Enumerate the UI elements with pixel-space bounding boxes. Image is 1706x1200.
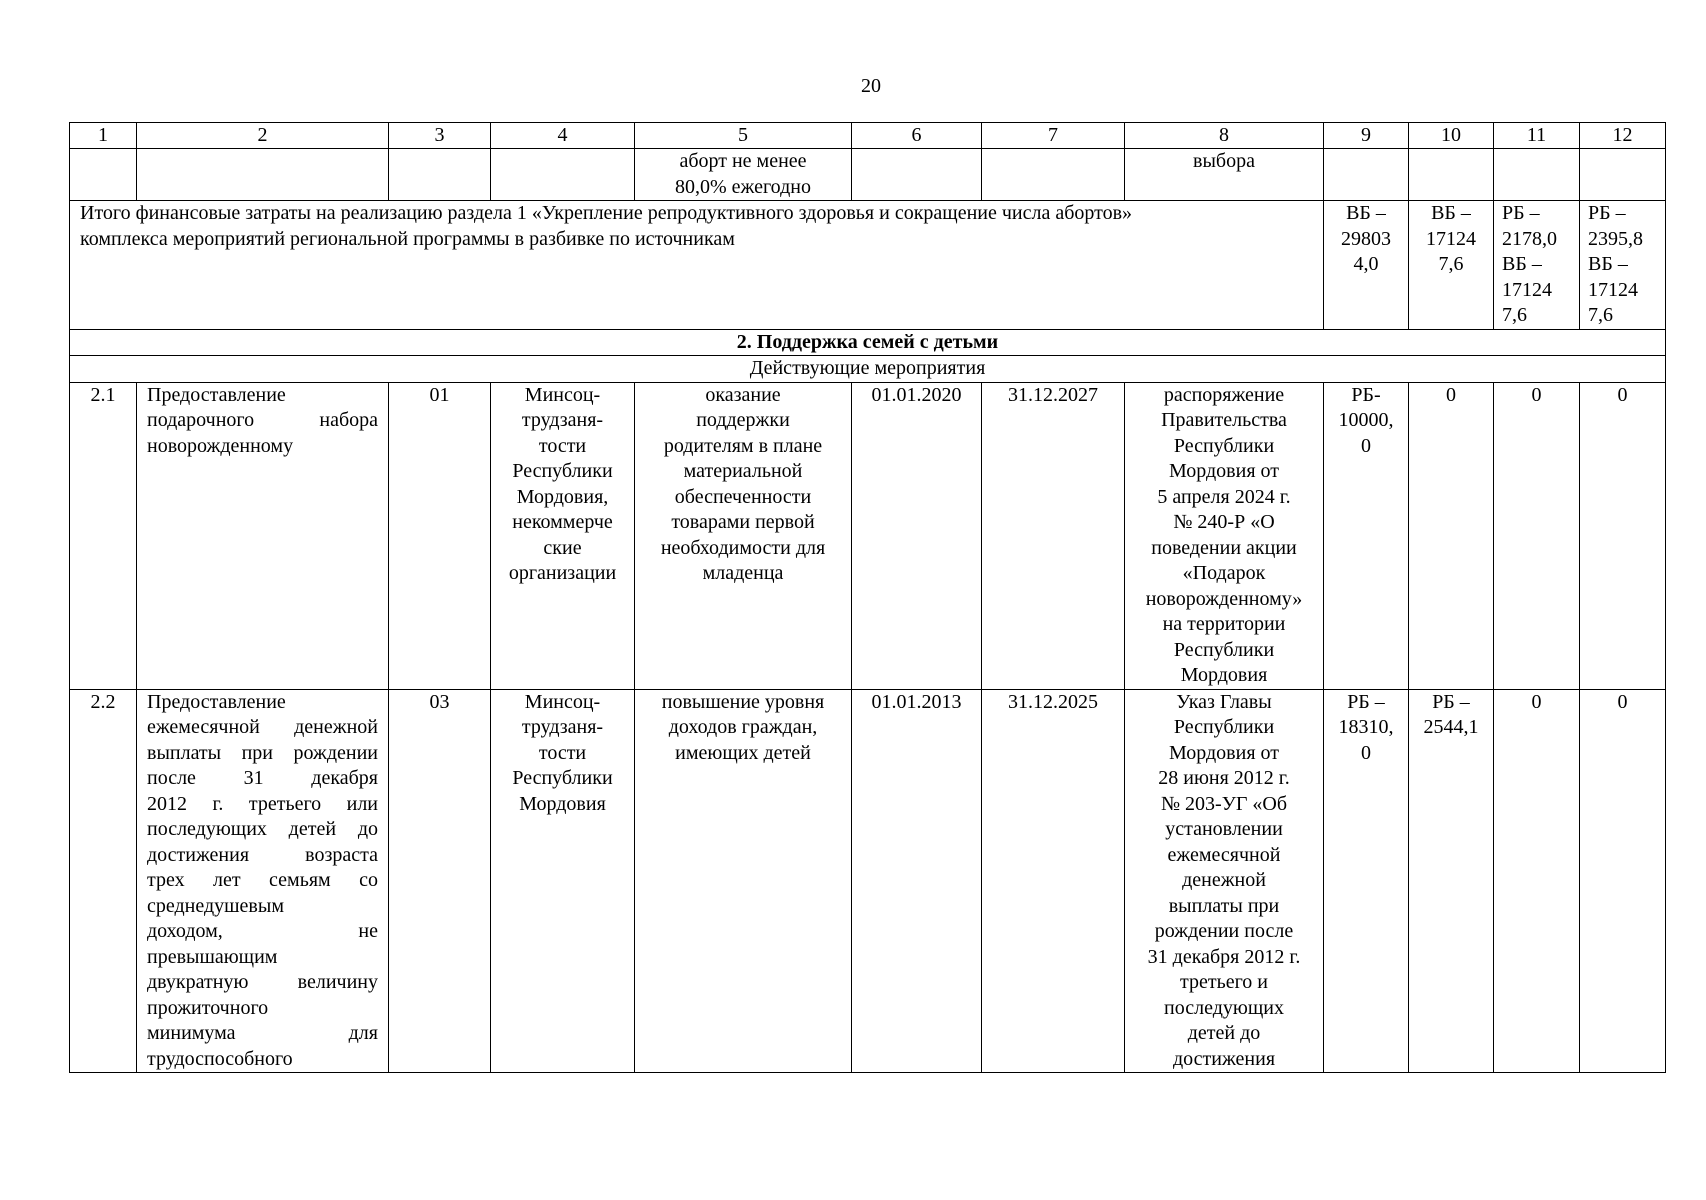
text-line: на территории (1162, 613, 1286, 635)
text-line: 0 (1617, 690, 1628, 713)
total-col9 (1324, 201, 1409, 330)
text-line: новорожденному (147, 434, 294, 457)
text-line: Мордовия от (1168, 741, 1280, 764)
text-line: рождении после (1154, 920, 1294, 942)
row-col10 (1409, 382, 1494, 689)
text-line: 0 (1531, 690, 1542, 713)
text-line: 7,6 (1502, 304, 1527, 326)
text-line: достижения возраста (147, 843, 378, 866)
text-line: родителям в плане (663, 434, 823, 457)
cont-result (635, 149, 852, 201)
text-line: распоряжение (1163, 383, 1285, 406)
text-line: 28 июня 2012 г. (1158, 767, 1290, 789)
text-line: Республики (1173, 434, 1275, 457)
row-col11 (1494, 382, 1580, 689)
text-line: денежной (1182, 869, 1266, 891)
text-line: Мордовия от (1168, 460, 1280, 482)
column-number: 12 (1580, 123, 1666, 149)
column-number: 6 (852, 123, 982, 149)
text-line: Мордовия (519, 792, 606, 815)
row-document (1125, 382, 1324, 689)
column-number: 11 (1494, 123, 1580, 149)
text-line: выплаты при (1168, 894, 1280, 917)
row-col10 (1409, 689, 1494, 1073)
row-executor (491, 689, 635, 1073)
text-line: Республики (512, 767, 613, 789)
page-number: 20 (861, 75, 881, 97)
text-line: тости (538, 741, 587, 764)
row-number: 2.1 (70, 382, 137, 689)
text-line: тости (538, 434, 587, 457)
text-line: ВБ – (1502, 253, 1542, 275)
row-col11 (1494, 689, 1580, 1073)
text-line: Минсоц- (524, 690, 601, 713)
column-number: 8 (1125, 123, 1324, 149)
text-line: поддержки (696, 409, 790, 431)
text-line: новорожденному» (1145, 587, 1303, 610)
text-line: младенца (702, 562, 784, 584)
text-line: товарами первой (671, 511, 815, 533)
row-end-date: 31.12.2027 (982, 382, 1125, 689)
row-document (1125, 689, 1324, 1073)
text-line: 0 (1617, 383, 1628, 406)
text-line: среднедушевым (147, 894, 284, 917)
cont-document (1125, 149, 1324, 201)
text-line: выбора (1193, 150, 1255, 172)
text-line: 7,6 (1438, 253, 1464, 275)
table-row (70, 689, 1666, 1073)
text-line: 0 (1361, 741, 1371, 764)
text-line: Итого финансовые затраты на реализацию раздела 1 «Укрепление репродуктивного здоровья и сокращение числа абортов» (80, 202, 1133, 224)
text-line: превышающим (147, 945, 278, 968)
text-line: ВБ – (1431, 202, 1471, 224)
text-line: 17124 (1588, 278, 1638, 301)
text-line: обеспеченности (674, 485, 812, 508)
column-number: 9 (1324, 123, 1409, 149)
text-line: РБ – (1502, 202, 1540, 224)
total-text (70, 201, 1324, 330)
text-line: последующих детей до (147, 818, 378, 840)
text-line: 0 (1446, 383, 1456, 406)
row-executor (491, 382, 635, 689)
total-col12 (1580, 201, 1666, 330)
text-line: ВБ – (1346, 202, 1386, 224)
row-name (137, 689, 389, 1073)
column-number: 3 (389, 123, 491, 149)
text-line: Минсоц- (524, 383, 601, 406)
column-number-row (70, 123, 1666, 149)
text-line: ежемесячной (1167, 843, 1281, 866)
text-line: 17124 (1426, 227, 1476, 250)
text-line: «Подарок (1182, 562, 1266, 584)
row-col9 (1324, 382, 1409, 689)
text-line: после 31 декабря (147, 767, 378, 789)
text-line: имеющих детей (675, 741, 811, 764)
continuation-row (70, 149, 1666, 201)
text-line: 31 декабря 2012 г. (1147, 945, 1301, 968)
text-line: РБ- (1351, 383, 1381, 406)
text-line: Республики (512, 460, 613, 482)
column-number: 5 (635, 123, 852, 149)
text-line: материальной (683, 460, 803, 482)
table-row (70, 382, 1666, 689)
row-col12 (1580, 382, 1666, 689)
text-line: доходов граждан, (668, 716, 818, 738)
section-title: 2. Поддержка семей с детьми (70, 329, 1666, 356)
text-line: третьего и (1179, 971, 1268, 993)
text-line: Предоставление (147, 383, 286, 406)
text-line: минимума для (147, 1022, 378, 1044)
subsection-title: Действующие мероприятия (70, 356, 1666, 383)
text-line: Мордовия, (516, 485, 609, 508)
text-line: Республики (1173, 638, 1275, 661)
row-end-date: 31.12.2025 (982, 689, 1125, 1073)
text-line: ские (543, 536, 582, 559)
subsection-row (70, 356, 1666, 383)
text-line: РБ – (1588, 202, 1626, 224)
row-name (137, 382, 389, 689)
text-line: 17124 (1502, 278, 1552, 301)
text-line: оказание (705, 383, 781, 406)
text-line: Указ Главы (1176, 690, 1272, 713)
text-line: Предоставление (147, 690, 286, 713)
total-col10 (1409, 201, 1494, 330)
row-start-date: 01.01.2013 (852, 689, 982, 1073)
text-line: 10000, (1338, 409, 1394, 431)
column-number: 4 (491, 123, 635, 149)
column-number: 2 (137, 123, 389, 149)
text-line: 7,6 (1588, 304, 1613, 326)
text-line: Мордовия (1180, 664, 1268, 686)
text-line: выплаты при рождении (147, 741, 378, 764)
text-line: прожиточного (147, 996, 269, 1019)
section-row (70, 329, 1666, 356)
row-col9 (1324, 689, 1409, 1073)
text-line: трудзаня- (521, 716, 604, 738)
text-line: Республики (1173, 716, 1275, 738)
text-line: поведении акции (1151, 536, 1297, 559)
total-row (70, 201, 1666, 330)
text-line: комплекса мероприятий региональной программы в разбивке по источникам (80, 227, 735, 250)
total-col11 (1494, 201, 1580, 330)
text-line: двукратную величину (147, 971, 378, 993)
text-line: 2395,8 (1588, 227, 1643, 250)
text-line: 2178,0 (1502, 227, 1557, 250)
text-line: необходимости для (660, 536, 826, 559)
text-line: некоммерче (512, 511, 613, 533)
row-result (635, 382, 852, 689)
program-table (69, 122, 1666, 1073)
text-line: Правительства (1161, 409, 1287, 431)
row-col12 (1580, 689, 1666, 1073)
text-line: 2544,1 (1423, 716, 1479, 738)
text-line: повышение уровня (661, 690, 825, 713)
text-line: РБ – (1347, 690, 1385, 713)
text-line: 4,0 (1353, 253, 1379, 275)
row-code: 03 (389, 689, 491, 1073)
text-line: 80,0% ежегодно (675, 175, 811, 198)
row-result (635, 689, 852, 1073)
text-line: 29803 (1341, 227, 1391, 250)
row-code: 01 (389, 382, 491, 689)
text-line: последующих (1164, 996, 1284, 1019)
text-line: 5 апреля 2024 г. (1157, 485, 1291, 508)
row-start-date: 01.01.2020 (852, 382, 982, 689)
column-number: 1 (70, 123, 137, 149)
text-line: ежемесячной денежной (147, 716, 378, 738)
text-line: организации (508, 562, 617, 584)
text-line: РБ – (1432, 690, 1470, 713)
column-number: 10 (1409, 123, 1494, 149)
text-line: № 203-УГ «Об (1160, 792, 1288, 815)
text-line: доходом, не (147, 920, 378, 942)
text-line: 0 (1531, 383, 1542, 406)
text-line: 2012 г. третьего или (147, 792, 378, 815)
text-line: трех лет семьям со (147, 869, 378, 891)
text-line: трудзаня- (521, 409, 604, 431)
text-line: достижения (1172, 1047, 1276, 1070)
text-line: трудоспособного (147, 1047, 293, 1070)
text-line: детей до (1187, 1022, 1261, 1044)
text-line: 18310, (1338, 716, 1394, 738)
text-line: 0 (1361, 434, 1371, 457)
text-line: подарочного набора (147, 409, 378, 431)
text-line: установлении (1165, 818, 1283, 840)
column-number: 7 (982, 123, 1125, 149)
text-line: № 240-Р «О (1173, 511, 1275, 533)
text-line: ВБ – (1588, 253, 1628, 275)
text-line: аборт не менее (679, 150, 807, 172)
row-number: 2.2 (70, 689, 137, 1073)
